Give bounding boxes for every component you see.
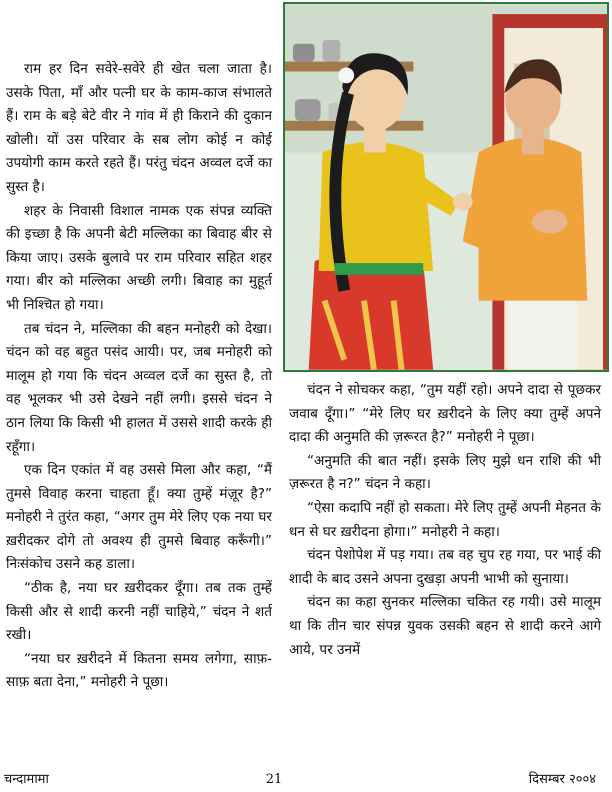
- story-paragraph: चंदन का कहा सुनकर मल्लिका चकित रह गयी। उसे मालूम था कि तीन चार संपन्न युवक उसकी बहन से शादी करने आगे आये, पर उनमें: [289, 594, 601, 658]
- story-paragraph: राम हर दिन सवेरे-सवेरे ही खेत चला जाता है। उसके पिता, माँ और पत्नी घर के काम-काज संभालते हैं। राम के बड़े बेटे वीर ने गांव में ही किराने की दुकान खोली। यों उस परिवार के सब लोग कोई न कोई उपयोगी काम करते रहते हैं। परंतु चंदन अव्वल दर्जे का सुस्त है।: [6, 61, 272, 195]
- footer-magazine-name: चन्दामामा: [4, 772, 49, 787]
- story-paragraph: “ठीक है, नया घर ख़रीदकर दूँगा। तब तक तुम्हें किसी और से शादी करनी नहीं चाहिये,” चंदन ने शर्त रखी।: [6, 580, 272, 644]
- footer-issue-date: दिसम्बर २००४: [528, 772, 596, 787]
- story-paragraph: “अनुमति की बात नहीं। इसके लिए मुझे धन राशि की भी ज़रूरत है न?” चंदन ने कहा।: [289, 452, 601, 493]
- story-illustration: [283, 2, 609, 372]
- story-paragraph: “ऐसा कदापि नहीं हो सकता। मेरे लिए तुम्हें अपनी मेहनत के धन से घर ख़रीदना होगा।” मनोहरी ने कहा।: [289, 499, 601, 540]
- story-paragraph: एक दिन एकांत में वह उससे मिला और कहा, “मैं तुमसे विवाह करना चाहता हूँ। क्या तुम्हें मंज़ूर है?” मनोहरी ने तुरंत कहा, “अगर तुम मेरे लिए एक नया घर ख़रीदकर दोगे तो अवश्य ही तुमसे बिवाह करूँगी।” निःसंकोच उसने कह डाला।: [6, 462, 272, 573]
- footer-page-number: 21: [265, 772, 283, 787]
- story-paragraph: शहर के निवासी विशाल नामक एक संपन्न व्यक्ति की इच्छा है कि अपनी बेटी मल्लिका का बिवाह बीर से किया जाए। उसके बुलावे पर राम परिवार सहित शहर गया। बीर को मल्लिका अच्छी लगी। बिवाह का मुहूर्त भी निश्चित हो गया।: [6, 202, 272, 313]
- illustration-art: [285, 4, 607, 370]
- left-text-column: [6, 58, 272, 695]
- story-paragraph: चंदन पेशोपेश में पड़ गया। तब वह चुप रह गया, पर भाई की शादी के बाद उसने अपना दुखड़ा अपनी भाभी को सुनाया।: [289, 547, 601, 587]
- right-text-column: [289, 379, 601, 662]
- story-paragraph: “नया घर ख़रीदने में कितना समय लगेगा, साफ़-साफ़ बता देना,” मनोहरी ने पूछा।: [6, 650, 272, 691]
- story-paragraph: तब चंदन ने, मल्लिका की बहन मनोहरी को देखा। चंदन को वह बहुत पसंद आयी। पर, जब मनोहरी को मालूम हो गया कि चंदन अव्वल दर्जे का सुस्त है, तो वह भूलकर भी उसे देखने नहीं लगी। इससे चंदन ने ठान लिया कि किसी भी हालत में उससे शादी करके ही रहूँगा।: [6, 320, 272, 455]
- story-paragraph: चंदन ने सोचकर कहा, “तुम यहीं रहो। अपने दादा से पूछकर जवाब दूँगा।” “मेरे लिए घर ख़रीदने के लिए क्या तुम्हें अपने दादा की अनुमति की ज़रूरत है?” मनोहरी ने पूछा।: [289, 382, 601, 446]
